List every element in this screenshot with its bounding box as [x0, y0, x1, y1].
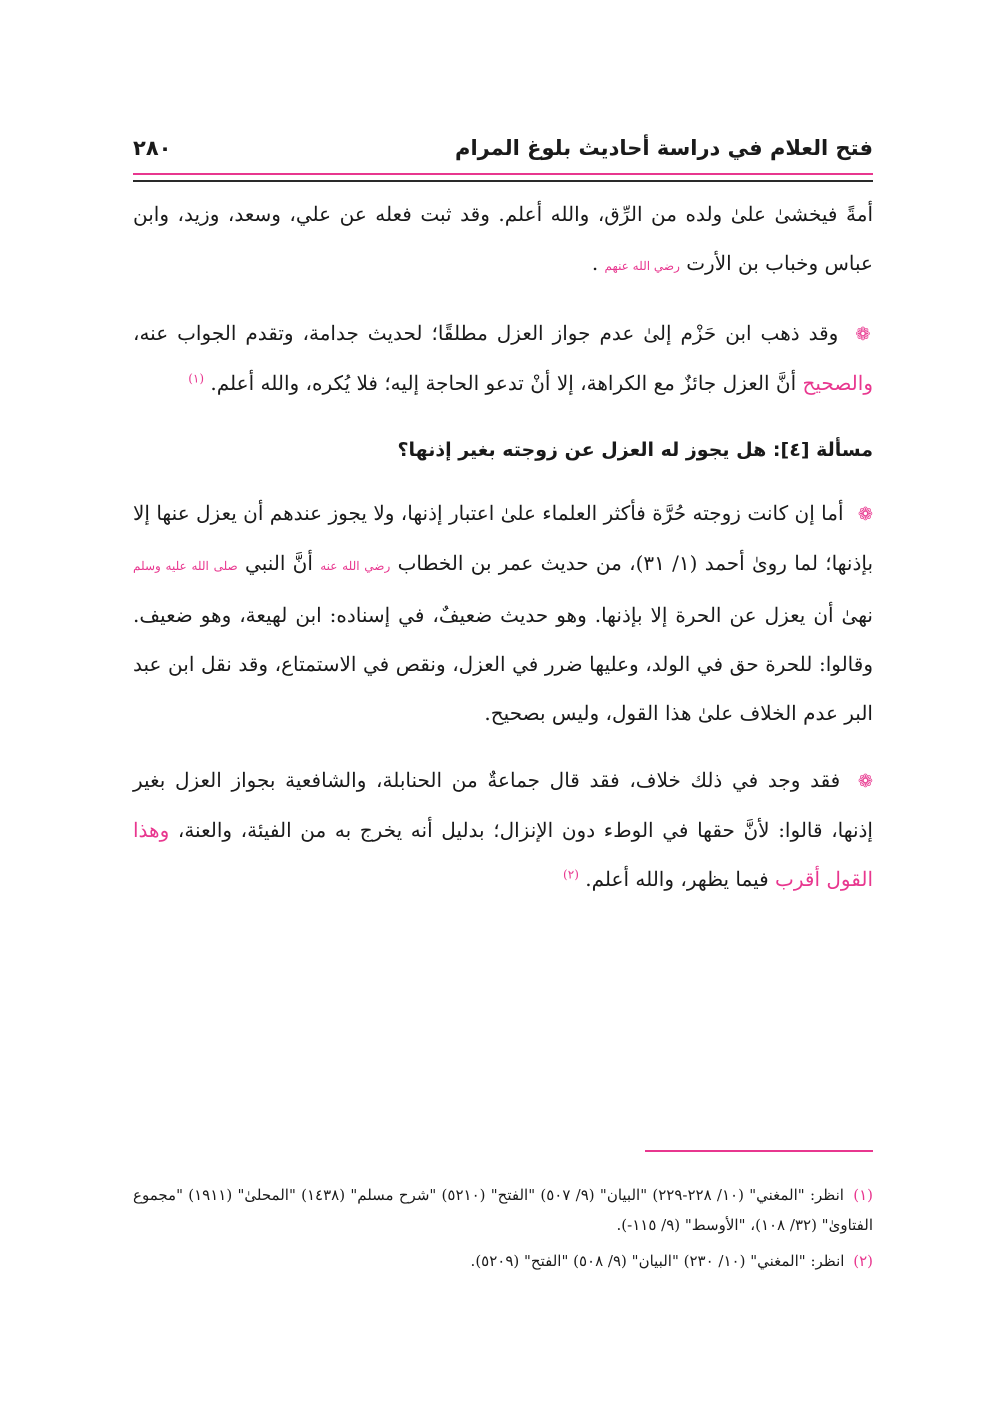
highlight-text: والصحيح	[802, 371, 873, 395]
main-text	[133, 190, 873, 922]
header-rule-pink	[133, 173, 873, 175]
honorific-mark: رضي الله عنه	[320, 559, 391, 573]
question-heading	[133, 426, 873, 475]
honorific-mark: رضي الله عنهم	[604, 259, 680, 273]
paragraph-4-start: فقد وجد في ذلك خلاف، فقد قال جماعةٌ من الحنابلة، والشافعية بجواز العزل بغير إذنها، قالوا: لأنَّ حقها في الوطء دون الإنزال؛ بدليل أنه يخرج به من الفيئة، والعنة،	[133, 768, 873, 842]
paragraph-3-mid: أنَّ النبي	[237, 551, 313, 575]
flower-icon: ❁	[857, 504, 873, 525]
paragraph-4-end: فيما يظهر، والله أعلم.	[585, 867, 769, 891]
footnote-text: انظر: "المغني" (١٠/ ٢٢٨-٢٢٩) "البيان" (٩/ ٥٠٧) "الفتح" (٥٢١٠) "شرح مسلم" (١٤٣٨) "المحلىٰ" (١٩١١) "مجموع الفتاوىٰ" (٣٢/ ١٠٨)، "الأوسط" (٩/ ١١٥-).	[133, 1186, 873, 1234]
honorific-mark: صلى الله عليه وسلم	[133, 559, 238, 573]
footnote-number: (٢)	[853, 1252, 873, 1270]
paragraph-1-end: .	[591, 251, 599, 275]
header-rule-dark	[133, 180, 873, 182]
question-label: مسألة [٤]:	[772, 439, 873, 461]
flower-icon: ❁	[857, 771, 874, 792]
footnote-number: (١)	[853, 1186, 873, 1204]
paragraph-2	[133, 309, 873, 408]
paragraph-1-text: أمةً فيخشىٰ علىٰ ولده من الرِّق، والله أعلم. وقد ثبت فعله عن علي، وسعد، وزيد، وابن عباس وخباب بن الأرت	[133, 202, 873, 275]
footnote-rule	[645, 1150, 873, 1152]
footnote-ref-2: (٢)	[563, 867, 579, 882]
paragraph-2-end: أنَّ العزل جائزٌ مع الكراهة، إلا أنْ تدعو الحاجة إليه؛ فلا يُكره، والله أعلم.	[210, 371, 797, 395]
question-text: هل يجوز له العزل عن زوجته بغير إذنها؟	[397, 439, 767, 461]
footnotes	[133, 1180, 873, 1282]
paragraph-4	[133, 756, 873, 904]
footnote-2	[133, 1246, 873, 1276]
paragraph-3-end: نهىٰ أن يعزل عن الحرة إلا بإذنها. وهو حديث ضعيفٌ، في إسناده: ابن لهيعة، وهو ضعيف. وقالوا: للحرة حق في الولد، وعليها ضرر في العزل، ونقص في الاستمتاع، وقد نقل ابن عبد البر عدم الخلاف علىٰ هذا القول، وليس بصحيح.	[133, 603, 873, 725]
paragraph-1	[133, 190, 873, 291]
highlight-text: وهذا القول أقرب	[133, 818, 873, 891]
paragraph-3	[133, 489, 873, 738]
paragraph-2-start: وقد ذهب ابن حَزْم إلىٰ عدم جواز العزل مطلقًا؛ لحديث جدامة، وتقدم الجواب عنه،	[133, 321, 839, 345]
running-header	[133, 128, 873, 168]
flower-icon: ❁	[855, 324, 871, 345]
book-title: فتح العلام في دراسة أحاديث بلوغ المرام	[455, 136, 873, 160]
paragraph-3-start: أما إن كانت زوجته حُرَّة فأكثر العلماء علىٰ اعتبار إذنها، ولا يجوز عندهم أن يعزل عنها إلا بإذنها؛ لما روىٰ أحمد (١/ ٣١)، من حديث عمر بن الخطاب	[133, 501, 874, 575]
footnote-ref-1: (١)	[188, 371, 205, 386]
page-number: ٢٨٠	[133, 136, 172, 160]
footnote-text: انظر: "المغني" (١٠/ ٢٣٠) "البيان" (٩/ ٥٠٨) "الفتح" (٥٢٠٩).	[470, 1252, 845, 1270]
footnote-1	[133, 1180, 873, 1240]
